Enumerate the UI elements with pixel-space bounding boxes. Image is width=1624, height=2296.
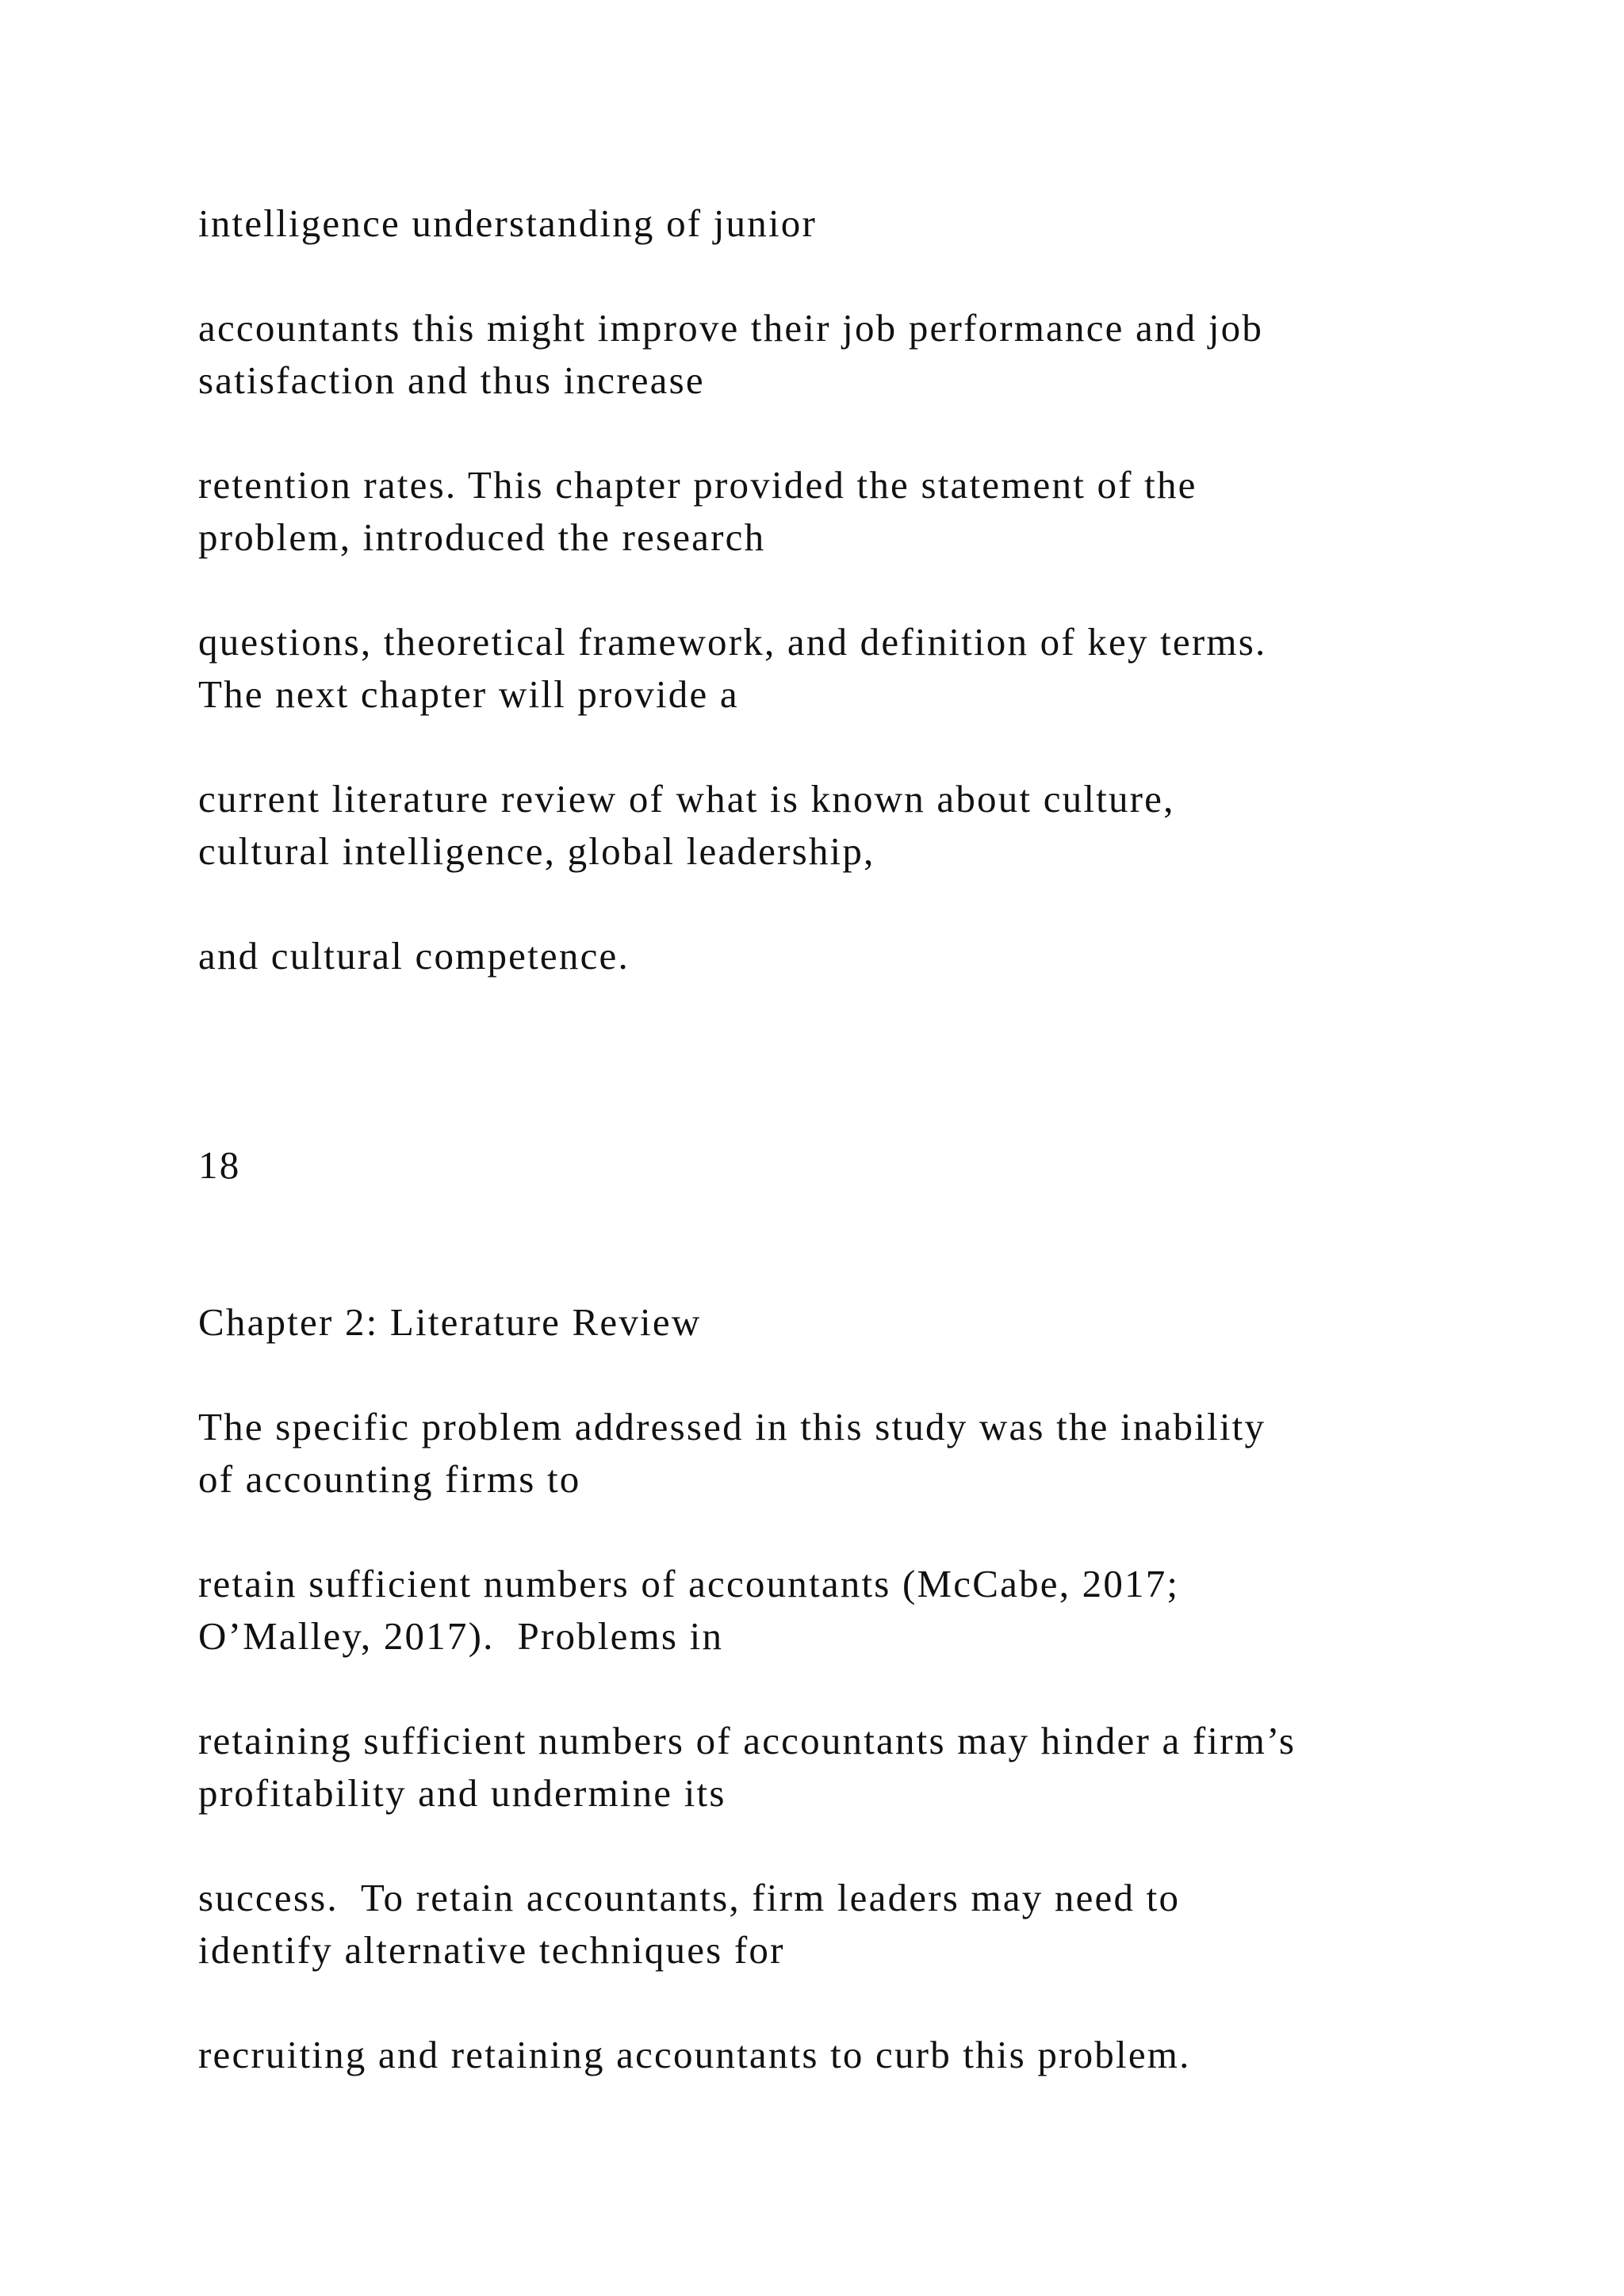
text-line: intelligence understanding of junior: [198, 201, 817, 245]
text-line: profitability and undermine its: [198, 1771, 726, 1815]
text-line: retaining sufficient numbers of accountants may hinder a firm’s: [198, 1719, 1297, 1762]
text-line: accountants this might improve their job performance and job: [198, 306, 1264, 350]
text-line: of accounting firms to: [198, 1457, 581, 1501]
text-line: cultural intelligence, global leadership,: [198, 829, 875, 873]
text-line: O’Malley, 2017). Problems in: [198, 1614, 724, 1658]
text-line: identify alternative techniques for: [198, 1928, 785, 1972]
chapter-heading: Chapter 2: Literature Review: [198, 1300, 702, 1344]
text-line: retention rates. This chapter provided the statement of the: [198, 463, 1197, 507]
text-line: and cultural competence.: [198, 934, 630, 978]
text-line: problem, introduced the research: [198, 515, 766, 559]
text-line: The specific problem addressed in this study was the inability: [198, 1405, 1266, 1448]
text-line: questions, theoretical framework, and definition of key terms.: [198, 620, 1267, 664]
text-line: The next chapter will provide a: [198, 672, 739, 716]
text-line: satisfaction and thus increase: [198, 358, 705, 402]
page-number: 18: [198, 1143, 241, 1187]
text-line: current literature review of what is known about culture,: [198, 777, 1175, 821]
text-line: success. To retain accountants, firm leaders may need to: [198, 1876, 1181, 1919]
text-line: retain sufficient numbers of accountants (McCabe, 2017;: [198, 1562, 1180, 1605]
text-line: recruiting and retaining accountants to curb this problem.: [198, 2033, 1191, 2076]
